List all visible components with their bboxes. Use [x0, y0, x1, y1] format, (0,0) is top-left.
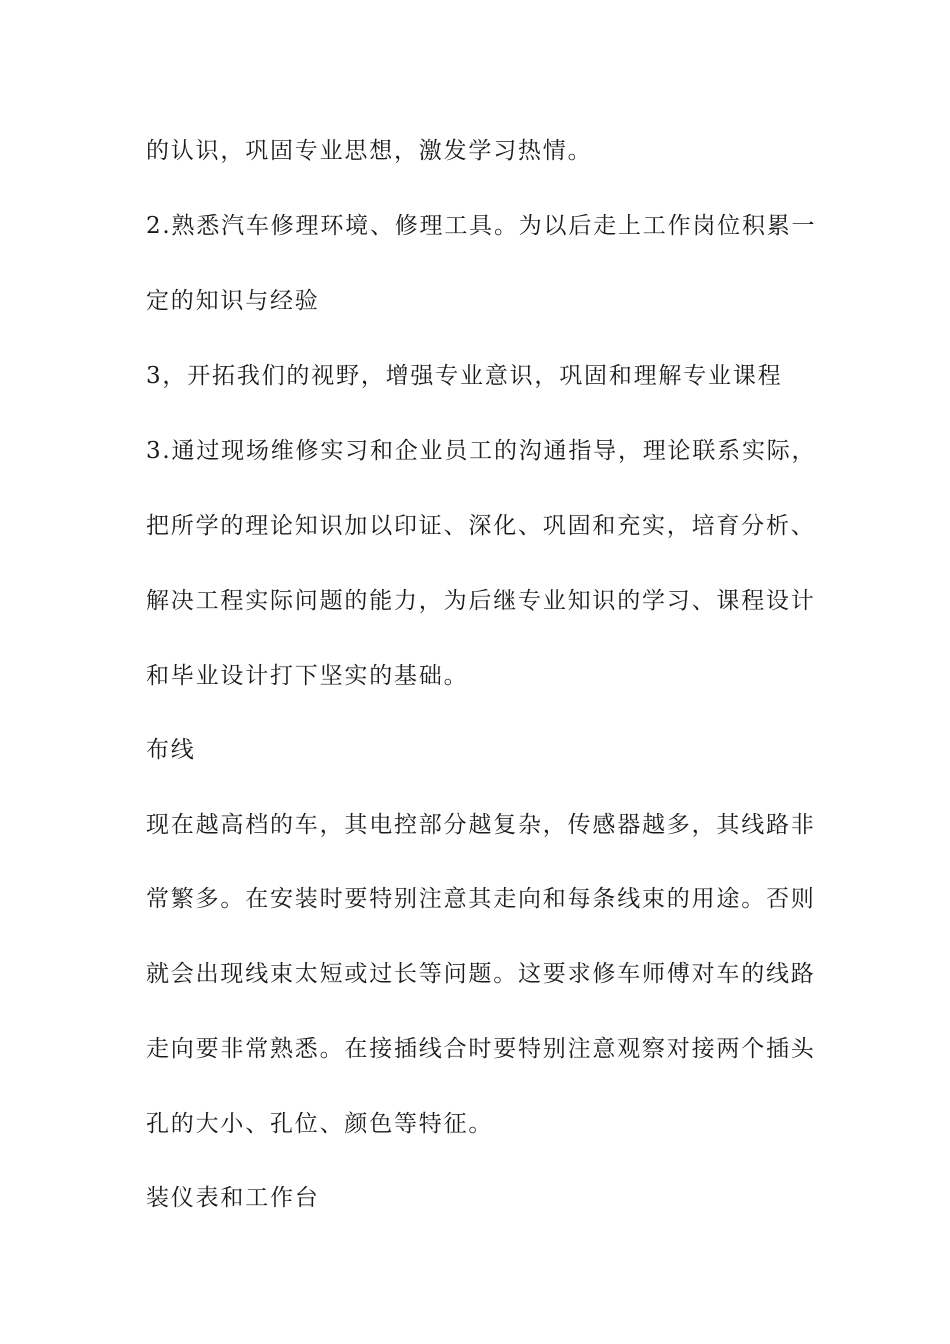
text-line: 常繁多。在安装时要特别注意其走向和每条线束的用途。否则	[146, 886, 816, 912]
text-line: 把所学的理论知识加以印证、深化、巩固和充实，培育分析、	[146, 513, 816, 539]
section-heading: 布线	[146, 737, 196, 763]
text-line: 解决工程实际问题的能力，为后继专业知识的学习、课程设计	[146, 588, 816, 614]
text-line: 3.通过现场维修实习和企业员工的沟通指导，理论联系实际，	[146, 438, 817, 464]
text-line: 和毕业设计打下坚实的基础。	[146, 663, 469, 689]
text-line: 3，开拓我们的视野，增强专业意识，巩固和理解专业课程	[146, 363, 783, 389]
text-line: 的认识，巩固专业思想，激发学习热情。	[146, 138, 593, 164]
text-line: 走向要非常熟悉。在接插线合时要特别注意观察对接两个插头	[146, 1036, 816, 1062]
section-heading: 装仪表和工作台	[146, 1185, 320, 1211]
text-line: 现在越高档的车，其电控部分越复杂，传感器越多，其线路非	[146, 812, 816, 838]
text-line: 孔的大小、孔位、颜色等特征。	[146, 1111, 494, 1137]
text-line: 就会出现线束太短或过长等问题。这要求修车师傅对车的线路	[146, 961, 816, 987]
text-line: 定的知识与经验	[146, 288, 320, 314]
text-line: 2.熟悉汽车修理环境、修理工具。为以后走上工作岗位积累一	[146, 213, 817, 239]
